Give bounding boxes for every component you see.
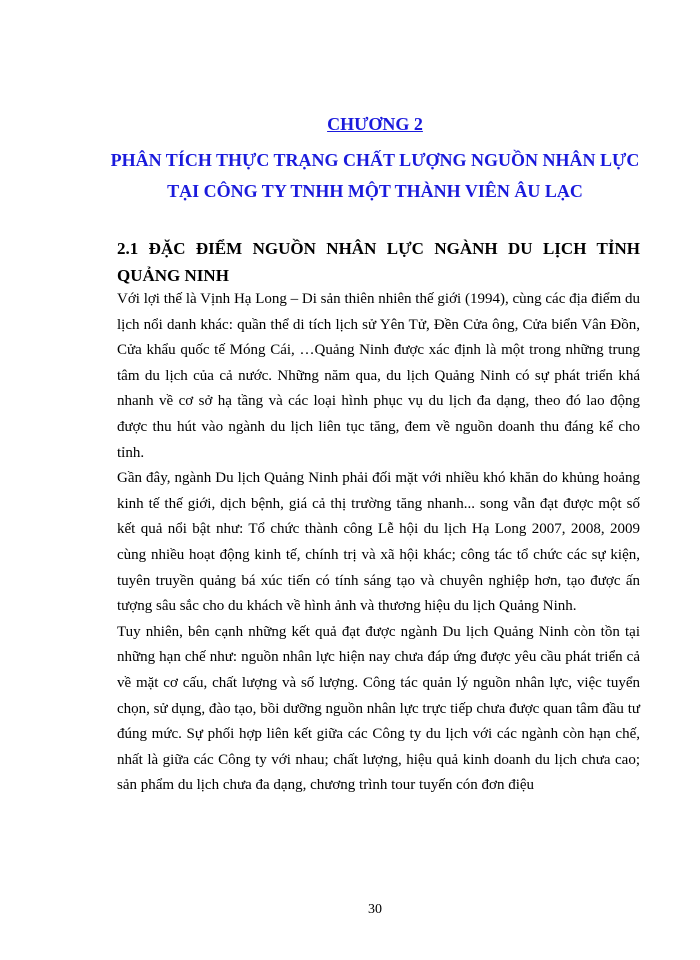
paragraph: Với lợi thế là Vịnh Hạ Long – Di sản thiên nhiên thế giới (1994), cùng các địa điểm du lịch nổi danh khác: quần thể di tích lịch sử Yên Tử, Đền Cửa ông, Cửa biển Vân Đồn, Cửa khẩu quốc tế Móng Cái, …Quảng Ninh được xác định là một trong những trung tâm du lịch của cả nước. Những năm qua, du lịch Quảng Ninh có sự phát triển khá nhanh về cơ sở hạ tầng và các loại hình phục vụ du lịch đa dạng, theo đó lao động được thu hút vào ngành du lịch liên tục tăng, đem về nguồn doanh thu đáng kể cho tỉnh. — [117, 291, 640, 461]
section-heading: 2.1 ĐẶC ĐIỂM NGUỒN NHÂN LỰC NGÀNH DU LỊCH TỈNH QUẢNG NINH — [117, 239, 640, 285]
body-text — [117, 287, 640, 799]
paragraph: Tuy nhiên, bên cạnh những kết quả đạt được ngành Du lịch Quảng Ninh còn tồn tại những hạn chế như: nguồn nhân lực hiện nay chưa đáp ứng được yêu cầu phát triển cả về mặt cơ cấu, chất lượng và số lượng. Công tác quản lý nguồn nhân lực, việc tuyển chọn, sử dụng, đào tạo, bồi dưỡng nguồn nhân lực trực tiếp chưa được quan tâm đầu tư đúng mức. Sự phối hợp liên kết giữa các Công ty du lịch với các ngành còn hạn chế, nhất là giữa các Công ty với nhau; chất lượng, hiệu quả kinh doanh du lịch chưa cao; sản phẩm du lịch chưa đa dạng, chương trình tour tuyến cón đơn điệu — [117, 623, 640, 794]
paragraph: Gần đây, ngành Du lịch Quảng Ninh phải đối mặt với nhiều khó khăn do khủng hoảng kinh tế thế giới, dịch bệnh, giá cả thị trường tăng nhanh... song vẫn đạt được một số kết quả nổi bật như: Tổ chức thành công Lễ hội du lịch Hạ Long 2007, 2008, 2009 cùng nhiều hoạt động kinh tế, chính trị và xã hội khác; công tác tổ chức các sự kiện, tuyên truyền quảng bá xúc tiến có tính sáng tạo và chuyên nghiệp hơn, tạo được ấn tượng sâu sắc cho du khách về hình ảnh và thương hiệu du lịch Quảng Ninh. — [117, 470, 640, 615]
page-number: 30 — [368, 902, 382, 917]
chapter-label: CHƯƠNG 2 — [327, 114, 423, 134]
chapter-title: PHÂN TÍCH THỰC TRẠNG CHẤT LƯỢNG NGUỒN NHÂN LỰC TẠI CÔNG TY TNHH MỘT THÀNH VIÊN ÂU LẠC — [110, 150, 640, 201]
